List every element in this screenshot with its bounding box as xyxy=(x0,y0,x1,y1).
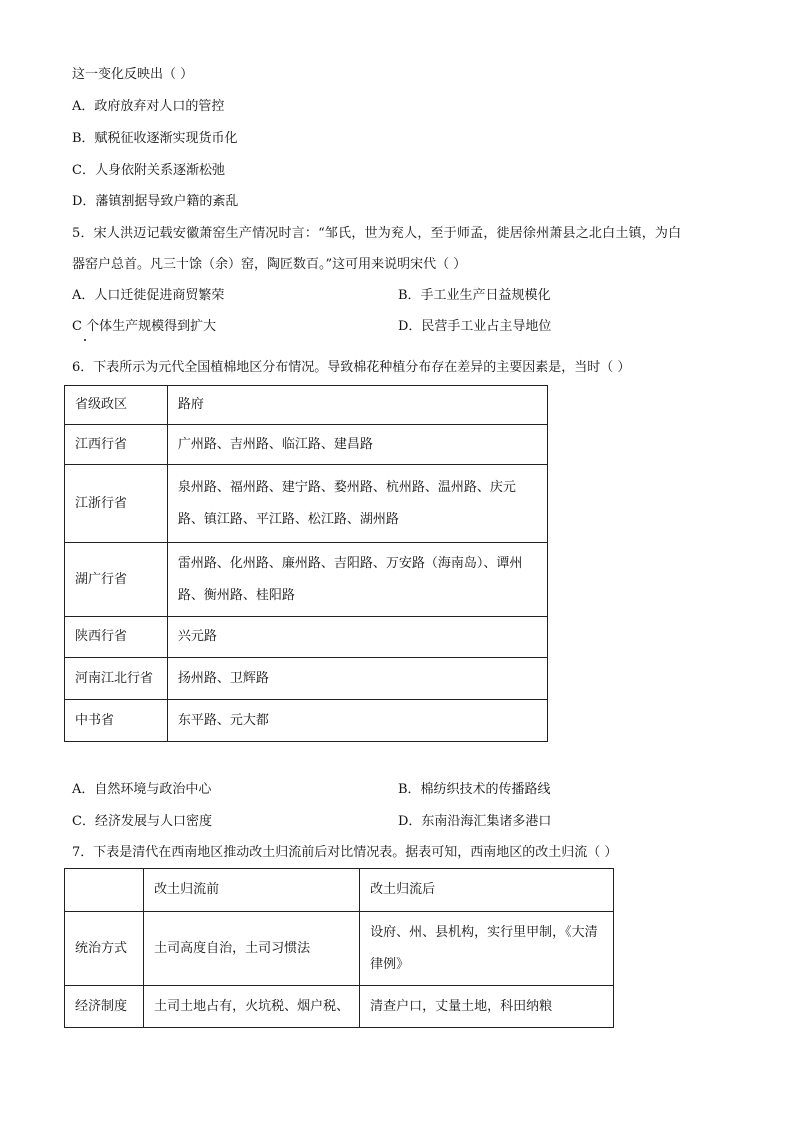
q5-stem-line2: 器窑户总首。凡三十馀（余）窑，陶匠数百。”这可用来说明宋代（ ） xyxy=(72,257,467,272)
q6-cell-lu: 广州路、吉州路、临江路、建昌路 xyxy=(167,425,547,465)
q6-cell-province: 湖广行省 xyxy=(65,543,168,617)
q7-cell-after: 设府、州、县机构，实行里甲制，《大清律例》 xyxy=(360,912,614,986)
q6-option-d: D．东南沿海汇集诸多港口 xyxy=(398,814,552,829)
q4-stem: 这一变化反映出（ ） xyxy=(72,67,194,82)
stray-dot xyxy=(84,339,86,341)
table-row xyxy=(65,465,548,543)
q7-header-after: 改土归流后 xyxy=(360,869,614,912)
q6-table xyxy=(64,385,548,742)
q6-cell-province: 江浙行省 xyxy=(65,465,168,543)
q6-option-b: B．棉纺织技术的传播路线 xyxy=(398,782,551,797)
q7-cell-aspect: 经济制度 xyxy=(65,986,144,1028)
q6-cell-lu: 泉州路、福州路、建宁路、婺州路、杭州路、温州路、庆元路、镇江路、平江路、松江路、湖州路 xyxy=(167,465,547,543)
q6-cell-province: 江西行省 xyxy=(65,425,168,465)
q6-table-header-row xyxy=(65,386,548,425)
table-row xyxy=(65,543,548,617)
q6-cell-province: 陕西行省 xyxy=(65,617,168,658)
q6-cell-lu: 兴元路 xyxy=(167,617,547,658)
q7-cell-aspect: 统治方式 xyxy=(65,912,144,986)
q6-cell-lu: 扬州路、卫辉路 xyxy=(167,658,547,700)
q6-option-c: C．经济发展与人口密度 xyxy=(72,814,212,829)
q6-option-a: A．自然环境与政治中心 xyxy=(72,782,212,797)
table-row xyxy=(65,700,548,742)
q7-cell-before: 土司土地占有，火坑税、烟户税、 xyxy=(144,986,360,1028)
q7-header-before: 改土归流前 xyxy=(144,869,360,912)
q6-cell-lu: 雷州路、化州路、廉州路、吉阳路、万安路（海南岛）、谭州路、衡州路、桂阳路 xyxy=(167,543,547,617)
q7-header-blank xyxy=(65,869,144,912)
table-row xyxy=(65,425,548,465)
table-row xyxy=(65,617,548,658)
q5-option-d: D．民营手工业占主导地位 xyxy=(398,319,552,334)
table-row xyxy=(65,912,614,986)
q5-option-c: C 个体生产规模得到扩大 xyxy=(72,319,217,334)
q6-cell-province: 河南江北行省 xyxy=(65,658,168,700)
q5-option-b: B．手工业生产日益规模化 xyxy=(398,288,551,303)
q7-cell-after: 清查户口，丈量土地，科田纳粮 xyxy=(360,986,614,1028)
q4-option-d: D．藩镇割据导致户籍的紊乱 xyxy=(72,194,239,209)
q4-option-a: A．政府放弃对人口的管控 xyxy=(72,99,225,114)
table-row xyxy=(65,658,548,700)
q7-cell-before: 土司高度自治，土司习惯法 xyxy=(144,912,360,986)
q6-cell-province: 中书省 xyxy=(65,700,168,742)
q5-option-a: A．人口迁徙促进商贸繁荣 xyxy=(72,288,225,303)
q7-table xyxy=(64,868,614,1028)
table-row xyxy=(65,986,614,1028)
q6-header-lu: 路府 xyxy=(167,386,547,425)
q5-stem-line1: 5．宋人洪迈记载安徽萧窑生产情况时言：“邹氏，世为兖人，至于师孟，徙居徐州萧县之北白土镇，为白 xyxy=(72,226,682,241)
q7-table-header-row xyxy=(65,869,614,912)
q6-cell-lu: 东平路、元大都 xyxy=(167,700,547,742)
q4-option-b: B．赋税征收逐渐实现货币化 xyxy=(72,131,238,146)
q6-stem: 6．下表所示为元代全国植棉地区分布情况。导致棉花种植分布存在差异的主要因素是，当时（ ） xyxy=(72,360,631,375)
q4-option-c: C．人身依附关系逐渐松弛 xyxy=(72,163,225,178)
q7-stem: 7．下表是清代在西南地区推动改土归流前后对比情况表。据表可知，西南地区的改土归流（ ） xyxy=(72,845,618,860)
q6-header-province: 省级政区 xyxy=(65,386,168,425)
